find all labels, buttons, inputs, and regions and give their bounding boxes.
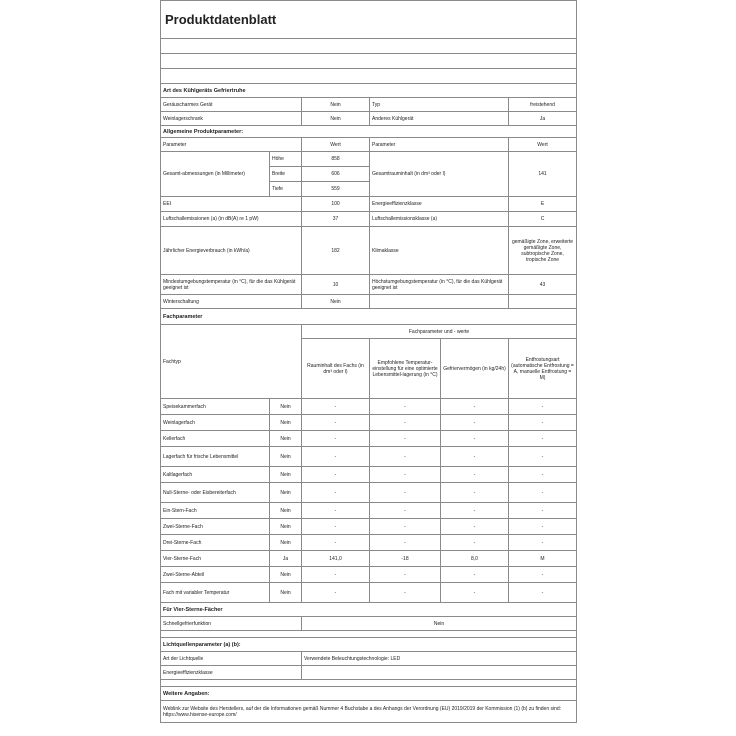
table-row — [161, 519, 577, 535]
compartment-defrost-type: - — [509, 399, 577, 415]
compartment-type: Null-Sterne- oder Eisbereiterfach — [161, 483, 270, 503]
compartment-freezing-capacity: - — [441, 535, 509, 551]
compartment-temperature: - — [370, 567, 441, 583]
compartment-type: Zwei-Sterne-Fach — [161, 519, 270, 535]
param-value: E — [509, 197, 577, 212]
compartment-volume: - — [302, 583, 370, 603]
compartment-freezing-capacity: 8,0 — [441, 551, 509, 567]
section-heading-general: Allgemeine Produktparameter: — [161, 126, 577, 138]
compartment-freezing-capacity: - — [441, 519, 509, 535]
param-label: Art der Lichtquelle — [161, 652, 302, 666]
column-header: Gefriervermögen (in kg/24h) — [441, 339, 509, 399]
compartment-type: Fach mit variabler Temperatur — [161, 583, 270, 603]
compartment-defrost-type: M — [509, 551, 577, 567]
param-label: Klimaklasse — [370, 227, 509, 275]
param-label: Weinlagerschrank — [161, 112, 302, 126]
page-title: Produktdatenblatt — [161, 1, 577, 39]
compartment-present: Nein — [270, 431, 302, 447]
param-label: Geräuscharmes Gerät — [161, 98, 302, 112]
table-row — [161, 583, 577, 603]
compartment-type: Zwei-Sterne-Abteil — [161, 567, 270, 583]
compartment-freezing-capacity: - — [441, 415, 509, 431]
section-heading-four-star: Für Vier-Sterne-Fächer — [161, 603, 577, 617]
manufacturer-weblink-text: Weblink zur Website des Herstellers, auf der die Informationen gemäß Nummer 4 Buchstabe a des Anhangs der Verordnung (EU) 2019/2019 der Kommission (1) (b) zu finden sind: https://www.hisense-europe.com/ — [161, 701, 577, 723]
compartment-defrost-type: - — [509, 583, 577, 603]
compartment-type: Kaltlagerfach — [161, 467, 270, 483]
compartment-type: Weinlagerfach — [161, 415, 270, 431]
param-value: 182 — [302, 227, 370, 275]
compartment-volume: - — [302, 447, 370, 467]
compartment-defrost-type: - — [509, 415, 577, 431]
param-value — [509, 295, 577, 309]
compartment-present: Nein — [270, 503, 302, 519]
param-label: Typ — [370, 98, 509, 112]
compartment-temperature: - — [370, 519, 441, 535]
compartment-type: Drei-Sterne-Fach — [161, 535, 270, 551]
compartment-defrost-type: - — [509, 503, 577, 519]
dimensions-label: Gesamt-abmessungen (in Millimeter) — [161, 152, 270, 197]
param-value: freistehend — [509, 98, 577, 112]
compartment-defrost-type: - — [509, 483, 577, 503]
param-value: C — [509, 212, 577, 227]
compartment-volume: - — [302, 519, 370, 535]
dimension-value: 606 — [302, 167, 370, 182]
column-header: Entfrostungsart (automatische Entfrostung = A, manuelle Entfrostung = M) — [509, 339, 577, 399]
blank-row — [161, 54, 577, 69]
product-data-sheet — [160, 0, 576, 736]
compartment-volume: - — [302, 467, 370, 483]
compartment-present: Nein — [270, 583, 302, 603]
table-row — [161, 467, 577, 483]
param-label: Energieeffizienzklasse — [161, 666, 302, 680]
dimension-value: 559 — [302, 182, 370, 197]
compartment-present: Nein — [270, 483, 302, 503]
compartment-freezing-capacity: - — [441, 447, 509, 467]
compartment-present: Nein — [270, 399, 302, 415]
param-label: Jährlicher Energieverbrauch (in kWh/a) — [161, 227, 302, 275]
column-header: Wert — [509, 138, 577, 152]
param-value: Nein — [302, 617, 577, 631]
param-label: Winterschaltung — [161, 295, 302, 309]
compartment-volume: - — [302, 567, 370, 583]
dimension-name: Höhe — [270, 152, 302, 167]
compartment-present: Nein — [270, 519, 302, 535]
param-value — [302, 666, 577, 680]
column-header: Rauminhalt des Fachs (in dm³ oder l) — [302, 339, 370, 399]
compartment-temperature: - — [370, 399, 441, 415]
param-value: 100 — [302, 197, 370, 212]
compartment-temperature: - — [370, 503, 441, 519]
compartment-freezing-capacity: - — [441, 467, 509, 483]
param-value: 43 — [509, 275, 577, 295]
compartment-temperature: - — [370, 431, 441, 447]
param-value: Ja — [509, 112, 577, 126]
param-value: 10 — [302, 275, 370, 295]
compartment-present: Nein — [270, 467, 302, 483]
table-row — [161, 447, 577, 467]
param-value: Nein — [302, 295, 370, 309]
param-value: Verwendete Beleuchtungstechnologie: LED — [302, 652, 577, 666]
climate-class-value: gemäßigte Zone, erweiterte gemäßigte Zone, subtropische Zone, tropische Zone — [509, 227, 577, 275]
compartment-volume: - — [302, 415, 370, 431]
compartment-freezing-capacity: - — [441, 583, 509, 603]
table-row — [161, 415, 577, 431]
param-label: Schnellgefrierfunktion — [161, 617, 302, 631]
data-sheet-table — [160, 0, 577, 723]
compartment-freezing-capacity: - — [441, 483, 509, 503]
param-label: Luftschallemissionen (a) (in dB(A) re 1 pW) — [161, 212, 302, 227]
table-row — [161, 567, 577, 583]
param-label: Höchstumgebungstemperatur (in °C), für die das Kühlgerät geeignet ist — [370, 275, 509, 295]
compartment-defrost-type: - — [509, 447, 577, 467]
param-label: Energieeffizienzklasse — [370, 197, 509, 212]
param-label: Anderes Kühlgerät — [370, 112, 509, 126]
blank-row — [161, 631, 577, 638]
param-label: EEI — [161, 197, 302, 212]
compartment-rows — [161, 399, 577, 603]
compartment-group-header: Fachparameter und - werte — [302, 325, 577, 339]
table-row — [161, 535, 577, 551]
compartment-present: Nein — [270, 535, 302, 551]
compartment-volume: 141,0 — [302, 551, 370, 567]
section-heading-compartment: Fachparameter — [161, 309, 577, 325]
volume-label: Gesamtrauminhalt (in dm³ oder l) — [370, 152, 509, 197]
compartment-defrost-type: - — [509, 431, 577, 447]
table-row — [161, 503, 577, 519]
compartment-freezing-capacity: - — [441, 503, 509, 519]
param-value: Nein — [302, 98, 370, 112]
compartment-type-label: Fachtyp — [161, 325, 302, 399]
blank-row — [161, 680, 577, 687]
compartment-volume: - — [302, 431, 370, 447]
compartment-temperature: - — [370, 447, 441, 467]
compartment-freezing-capacity: - — [441, 567, 509, 583]
dimension-name: Breite — [270, 167, 302, 182]
compartment-temperature: - — [370, 415, 441, 431]
column-header: Empfohlene Temperatur-einstellung für eine optimierte Lebensmittel-lagerung (in °C) — [370, 339, 441, 399]
compartment-present: Ja — [270, 551, 302, 567]
param-label: Mindestumgebungstemperatur (in °C), für die das Kühlgerät geeignet ist — [161, 275, 302, 295]
table-row — [161, 431, 577, 447]
compartment-present: Nein — [270, 447, 302, 467]
dimension-name: Tiefe — [270, 182, 302, 197]
param-value: 37 — [302, 212, 370, 227]
compartment-volume: - — [302, 503, 370, 519]
volume-value: 141 — [509, 152, 577, 197]
compartment-type: Speisekammerfach — [161, 399, 270, 415]
dimension-value: 858 — [302, 152, 370, 167]
section-heading-type: Art des Kühlgeräts Gefriertruhe — [161, 84, 577, 98]
section-heading-more: Weitere Angaben: — [161, 687, 577, 701]
compartment-temperature: - — [370, 583, 441, 603]
compartment-type: Vier-Sterne-Fach — [161, 551, 270, 567]
compartment-present: Nein — [270, 415, 302, 431]
compartment-defrost-type: - — [509, 467, 577, 483]
compartment-temperature: - — [370, 467, 441, 483]
compartment-defrost-type: - — [509, 535, 577, 551]
compartment-type: Ein-Stern-Fach — [161, 503, 270, 519]
table-row — [161, 399, 577, 415]
compartment-volume: - — [302, 535, 370, 551]
param-value: Nein — [302, 112, 370, 126]
compartment-type: Kellerfach — [161, 431, 270, 447]
table-row — [161, 483, 577, 503]
compartment-freezing-capacity: - — [441, 399, 509, 415]
blank-row — [161, 69, 577, 84]
compartment-defrost-type: - — [509, 519, 577, 535]
column-header: Parameter — [370, 138, 509, 152]
compartment-freezing-capacity: - — [441, 431, 509, 447]
column-header: Parameter — [161, 138, 302, 152]
compartment-type: Lagerfach für frische Lebensmittel — [161, 447, 270, 467]
column-header: Wert — [302, 138, 370, 152]
compartment-volume: - — [302, 483, 370, 503]
section-heading-light: Lichtquellenparameter (a) (b): — [161, 638, 577, 652]
compartment-volume: - — [302, 399, 370, 415]
blank-row — [161, 39, 577, 54]
compartment-temperature: - — [370, 483, 441, 503]
compartment-present: Nein — [270, 567, 302, 583]
param-label — [370, 295, 509, 309]
table-row — [161, 551, 577, 567]
compartment-temperature: -18 — [370, 551, 441, 567]
compartment-defrost-type: - — [509, 567, 577, 583]
param-label: Luftschallemissionsklasse (a) — [370, 212, 509, 227]
compartment-temperature: - — [370, 535, 441, 551]
